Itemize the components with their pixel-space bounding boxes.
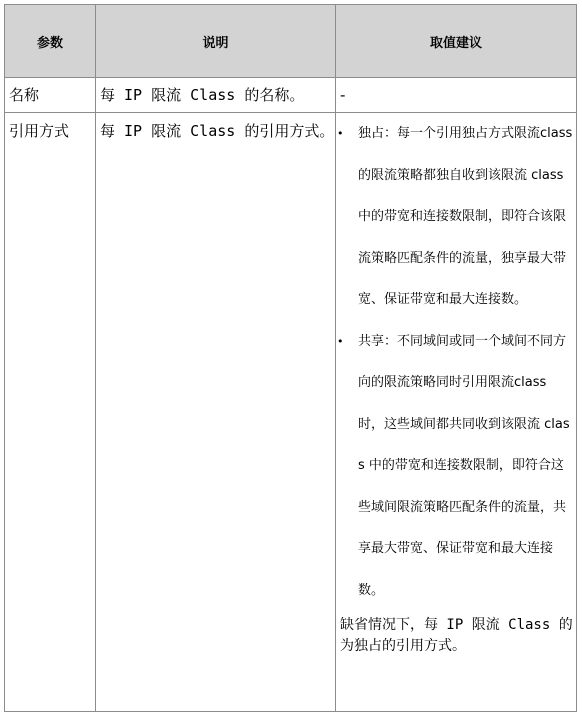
description-cell [96,78,336,113]
option-list [336,113,576,611]
parameter-table [4,4,577,712]
header-param: 参数 [5,5,96,78]
table-row [5,78,577,113]
default-note: 缺省情况下，每 IP 限流 Class 的为独占的引用方式。 [340,617,573,654]
table-row [5,113,577,712]
option-text: 共享：不同域间或同一个域间不同方向的限流策略同时引用限流class 时，这些域间都共同收到该限流 class 中的带宽和连接数限制，即符合这些域间限流策略匹配条件的流量，共享最大带宽、保证带宽和最大连接数。 [358,333,570,598]
table-header-row [5,5,577,78]
option-text: 独占：每一个引用独占方式限流class 的限流策略都独自收到该限流 class 中的带宽和连接数限制，即符合该限流策略匹配条件的流量，独享最大带宽、保证带宽和最大连接数。 [358,126,573,307]
option-exclusive [336,113,576,321]
bullet-icon: • [337,334,344,348]
param-name: 引用方式 [9,122,70,140]
suggestion-cell [336,78,577,113]
suggestion-cell [336,113,577,712]
param-suggestion: - [340,86,346,104]
param-description: 每 IP 限流 Class 的引用方式。 [100,122,335,140]
param-description: 每 IP 限流 Class 的名称。 [100,86,305,104]
param-name: 名称 [9,86,40,104]
option-shared [336,321,576,612]
header-description: 说明 [96,5,336,78]
param-cell [5,78,96,113]
header-suggestion: 取值建议 [336,5,577,78]
param-cell [5,113,96,712]
bullet-icon: • [337,127,344,140]
description-cell [96,113,336,712]
